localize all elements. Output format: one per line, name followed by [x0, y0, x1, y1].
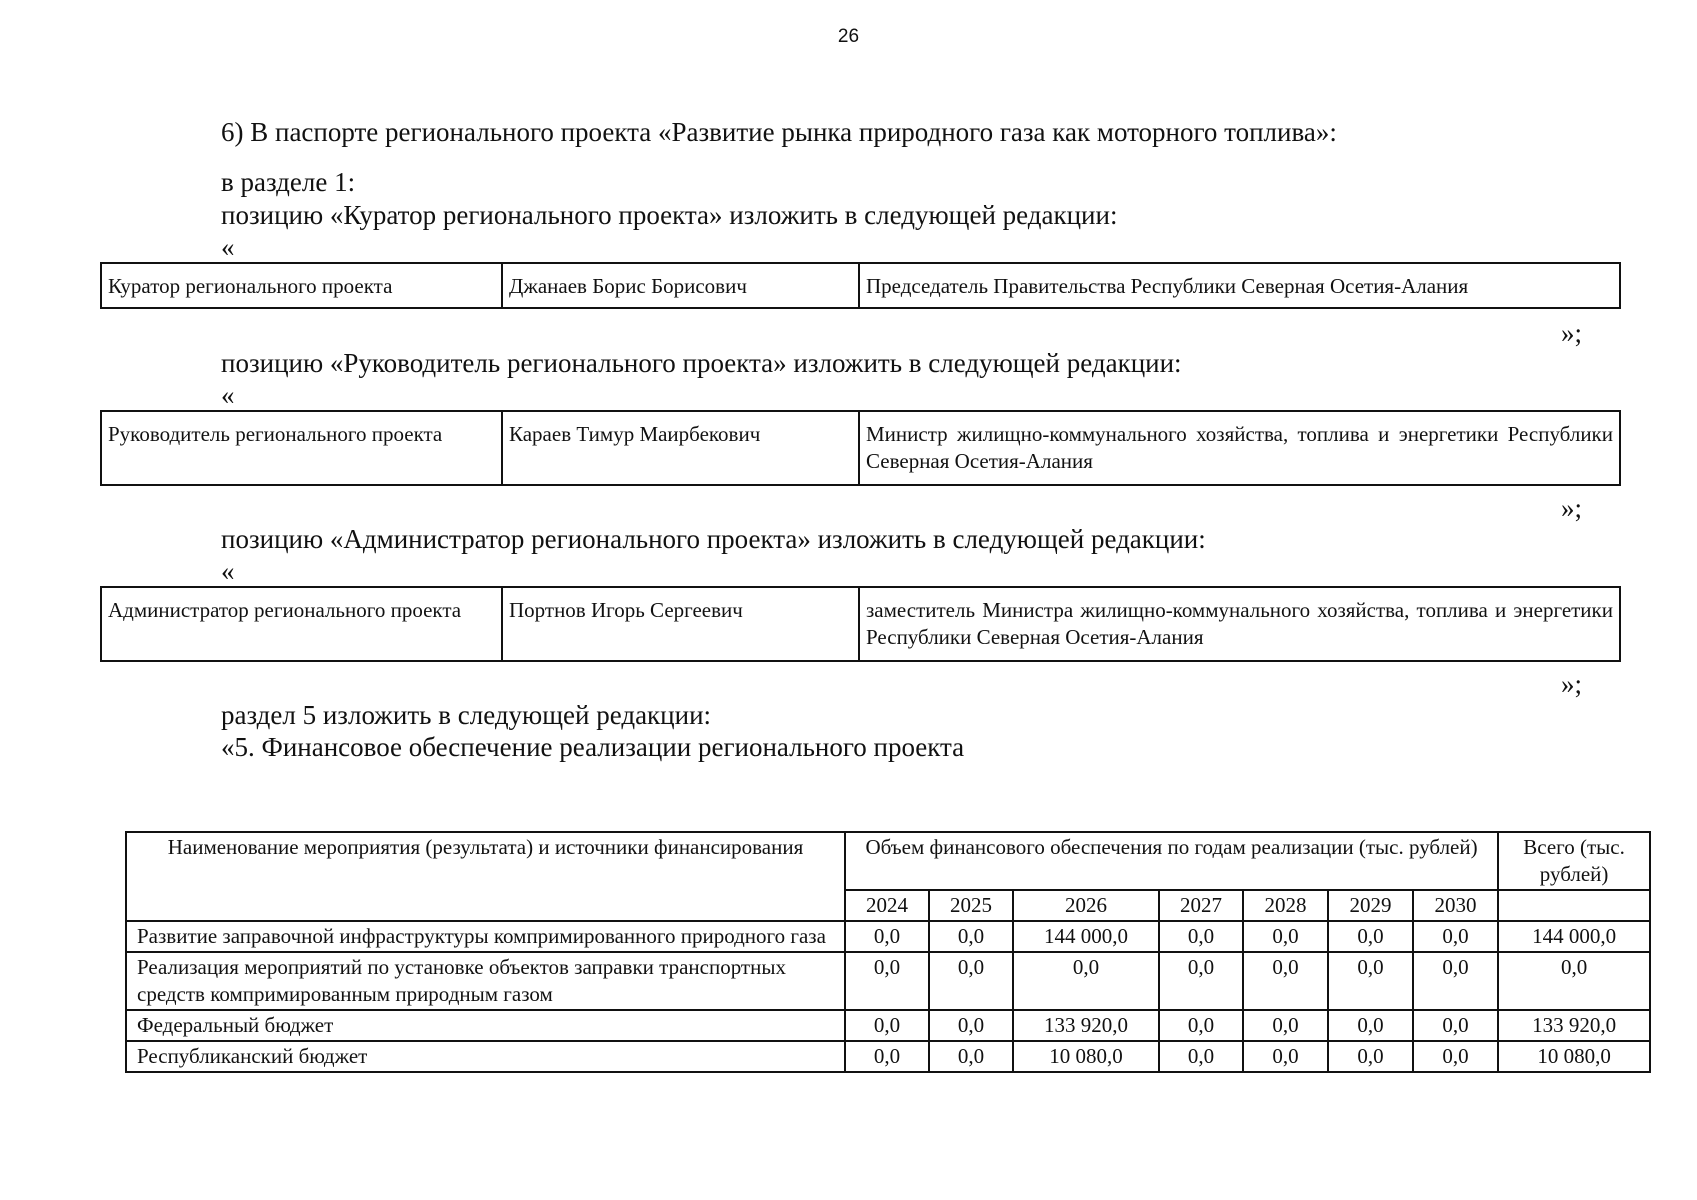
finance-header-row	[126, 832, 1650, 890]
value-cell: 0,0	[1413, 1041, 1498, 1072]
year-header: 2030	[1413, 890, 1498, 921]
value-cell: 0,0	[1413, 1010, 1498, 1041]
value-cell: 0,0	[1243, 952, 1328, 1010]
admin-role-cell: Администратор регионального проекта	[101, 587, 502, 661]
total-cell: 10 080,0	[1498, 1041, 1650, 1072]
header-name-cell: Наименование мероприятия (результата) и источники финансирования	[126, 832, 845, 921]
value-cell: 0,0	[1328, 952, 1413, 1010]
admin-open-quote: «	[221, 556, 235, 586]
value-cell: 0,0	[1159, 1010, 1243, 1041]
value-cell: 0,0	[1413, 921, 1498, 952]
year-header: 2027	[1159, 890, 1243, 921]
curator-row	[101, 263, 1620, 308]
value-cell: 0,0	[1159, 1041, 1243, 1072]
header-total-cell: Всего (тыс. рублей)	[1498, 832, 1650, 890]
value-cell: 0,0	[929, 952, 1013, 1010]
head-role-cell: Руководитель регионального проекта	[101, 411, 502, 485]
value-cell: 0,0	[845, 1041, 929, 1072]
value-cell: 0,0	[1159, 921, 1243, 952]
section5-title: «5. Финансовое обеспечение реализации регионального проекта	[221, 732, 965, 762]
value-cell: 144 000,0	[1013, 921, 1159, 952]
value-cell: 0,0	[1159, 952, 1243, 1010]
row-name-cell: Развитие заправочной инфраструктуры компримированного природного газа	[126, 921, 845, 952]
year-header: 2028	[1243, 890, 1328, 921]
curator-instruction: позицию «Куратор регионального проекта» изложить в следующей редакции:	[221, 200, 1118, 230]
table-row	[126, 1010, 1650, 1041]
admin-row	[101, 587, 1620, 661]
row-name-cell: Федеральный бюджет	[126, 1010, 845, 1041]
head-name-cell: Караев Тимур Маирбекович	[502, 411, 859, 485]
page-number: 26	[837, 26, 860, 47]
total-cell: 0,0	[1498, 952, 1650, 1010]
section5-instruction: раздел 5 изложить в следующей редакции:	[221, 700, 712, 730]
year-header: 2026	[1013, 890, 1159, 921]
table-row	[126, 921, 1650, 952]
value-cell: 0,0	[1328, 1010, 1413, 1041]
finance-table	[125, 831, 1651, 1073]
admin-table	[100, 586, 1621, 662]
value-cell: 0,0	[845, 921, 929, 952]
curator-table	[100, 262, 1621, 309]
admin-position-cell: заместитель Министра жилищно-коммунального хозяйства, топлива и энергетики Республики Северная Осетия-Алания	[859, 587, 1620, 661]
value-cell: 10 080,0	[1013, 1041, 1159, 1072]
section1-label: в разделе 1:	[221, 167, 356, 197]
year-header: 2029	[1328, 890, 1413, 921]
value-cell: 0,0	[1243, 921, 1328, 952]
head-row	[101, 411, 1620, 485]
value-cell: 0,0	[1013, 952, 1159, 1010]
value-cell: 0,0	[1243, 1041, 1328, 1072]
value-cell: 0,0	[929, 921, 1013, 952]
row-name-cell: Республиканский бюджет	[126, 1041, 845, 1072]
header-volume-cell: Объем финансового обеспечения по годам реализации (тыс. рублей)	[845, 832, 1498, 890]
year-header: 2024	[845, 890, 929, 921]
curator-name-cell: Джанаев Борис Борисович	[502, 263, 859, 308]
head-close-quote: »;	[1561, 493, 1583, 523]
admin-instruction: позицию «Администратор регионального проекта» изложить в следующей редакции:	[221, 524, 1206, 554]
curator-role-cell: Куратор регионального проекта	[101, 263, 502, 308]
curator-close-quote: »;	[1561, 318, 1583, 348]
head-open-quote: «	[221, 380, 235, 410]
curator-open-quote: «	[221, 232, 235, 262]
year-header: 2025	[929, 890, 1013, 921]
intro-paragraph: 6) В паспорте регионального проекта «Развитие рынка природного газа как моторного топлива»:	[221, 117, 1337, 147]
value-cell: 0,0	[1328, 921, 1413, 952]
value-cell: 0,0	[929, 1041, 1013, 1072]
table-row	[126, 952, 1650, 1010]
value-cell: 133 920,0	[1013, 1010, 1159, 1041]
value-cell: 0,0	[845, 952, 929, 1010]
admin-name-cell: Портнов Игорь Сергеевич	[502, 587, 859, 661]
head-table	[100, 410, 1621, 486]
total-cell: 133 920,0	[1498, 1010, 1650, 1041]
head-instruction: позицию «Руководитель регионального проекта» изложить в следующей редакции:	[221, 348, 1182, 378]
value-cell: 0,0	[1328, 1041, 1413, 1072]
admin-close-quote: »;	[1561, 669, 1583, 699]
curator-position-cell: Председатель Правительства Республики Северная Осетия-Алания	[859, 263, 1620, 308]
head-position-cell: Министр жилищно-коммунального хозяйства, топлива и энергетики Республики Северная Осетия-Алания	[859, 411, 1620, 485]
value-cell: 0,0	[1413, 952, 1498, 1010]
row-name-cell: Реализация мероприятий по установке объектов заправки транспортных средств компримированным природным газом	[126, 952, 845, 1010]
value-cell: 0,0	[845, 1010, 929, 1041]
value-cell: 0,0	[929, 1010, 1013, 1041]
value-cell: 0,0	[1243, 1010, 1328, 1041]
total-cell: 144 000,0	[1498, 921, 1650, 952]
total-year-blank	[1498, 890, 1650, 921]
table-row	[126, 1041, 1650, 1072]
